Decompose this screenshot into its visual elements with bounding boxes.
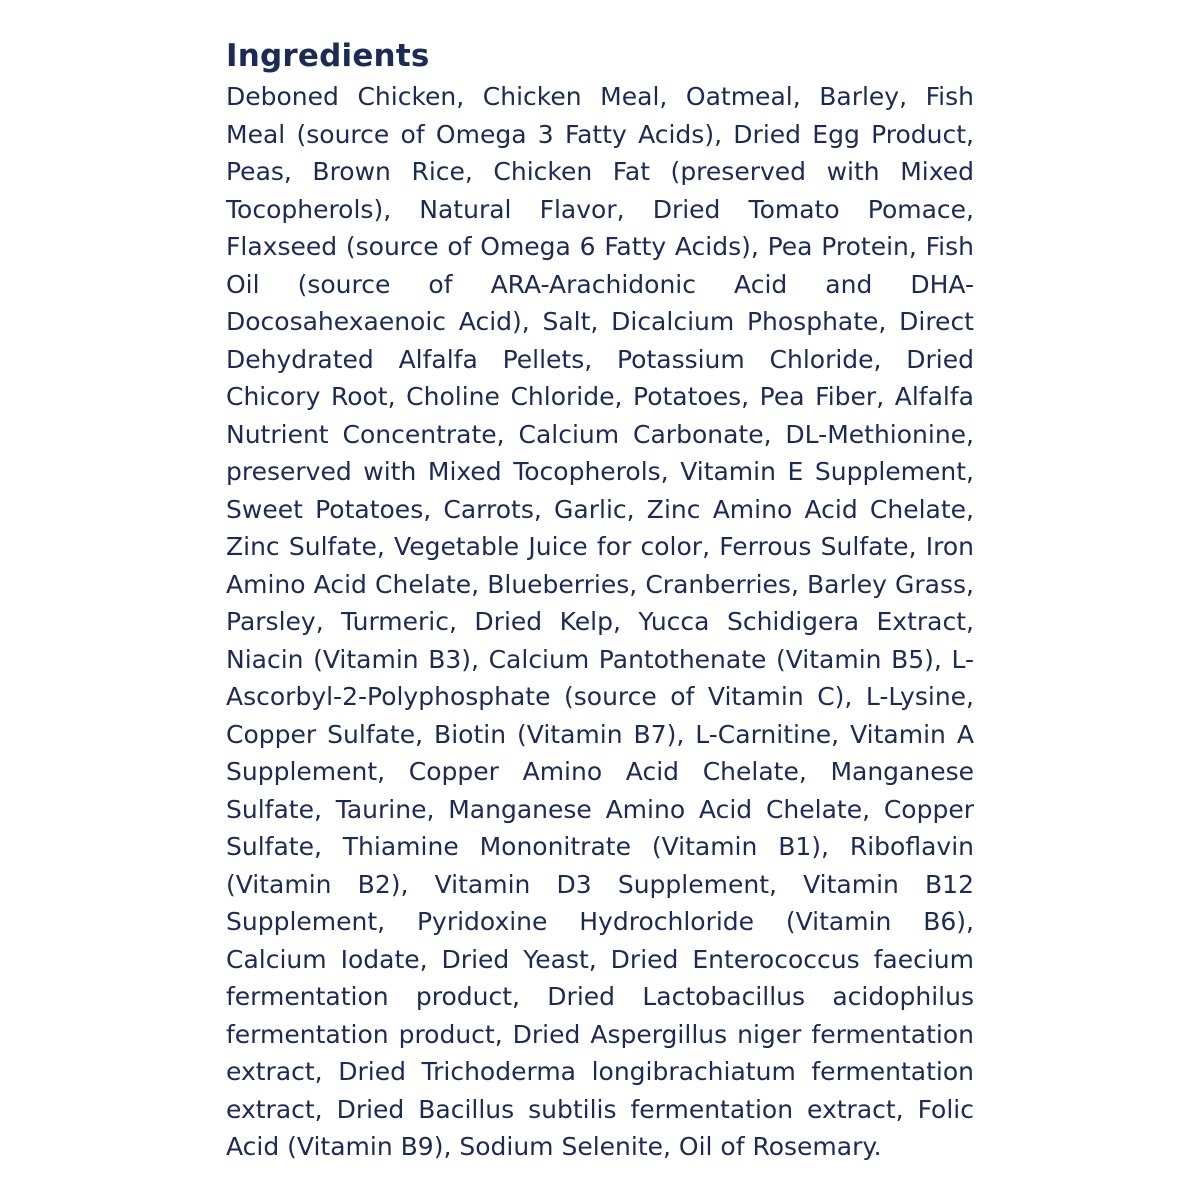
ingredients-list: Deboned Chicken, Chicken Meal, Oatmeal, Barley, Fish Meal (source of Omega 3 Fatty Acids), Dried Egg Product, Peas, Brown Rice, Chicken Fat (preserved with Mixed Tocopherols), Natural Flavor, Dried Tomato Pomace, Flaxseed (source of Omega 6 Fatty Acids), Pea Protein, Fish Oil (source of ARA-Arachidonic Acid and DHA-Docosahexaenoic Acid), Salt, Dicalcium Phosphate, Direct Dehydrated Alfalfa Pellets, Potassium Chloride, Dried Chicory Root, Choline Chloride, Potatoes, Pea Fiber, Alfalfa Nutrient Concentrate, Calcium Carbonate, DL-Methionine, preserved with Mixed Tocopherols, Vitamin E Supplement, Sweet Potatoes, Carrots, Garlic, Zinc Amino Acid Chelate, Zinc Sulfate, Vegetable Juice for color, Ferrous Sulfate, Iron Amino Acid Chelate, Blueberries, Cranberries, Barley Grass, Parsley, Turmeric, Dried Kelp, Yucca Schidigera Extract, Niacin (Vitamin B3), Calcium Pantothenate (Vitamin B5), L-Ascorbyl-2-Polyphosphate (source of Vitamin C), L-Lysine, Copper Sulfate, Biotin (Vitamin B7), L-Carnitine, Vitamin A Supplement, Copper Amino Acid Chelate, Manganese Sulfate, Taurine, Manganese Amino Acid Chelate, Copper Sulfate, Thiamine Mononitrate (Vitamin B1), Riboflavin (Vitamin B2), Vitamin D3 Supplement, Vitamin B12 Supplement, Pyridoxine Hydrochloride (Vitamin B6), Calcium Iodate, Dried Yeast, Dried Enterococcus faecium fermentation product, Dried Lactobacillus acidophilus fermentation product, Dried Aspergillus niger fermentation extract, Dried Trichoderma longibrachiatum fermentation extract, Dried Bacillus subtilis fermentation extract, Folic Acid (Vitamin B9), Sodium Selenite, Oil of Rosemary. xyxy=(226,82,974,1161)
ingredients-heading: Ingredients xyxy=(226,38,430,74)
ingredients-panel xyxy=(226,34,974,1166)
